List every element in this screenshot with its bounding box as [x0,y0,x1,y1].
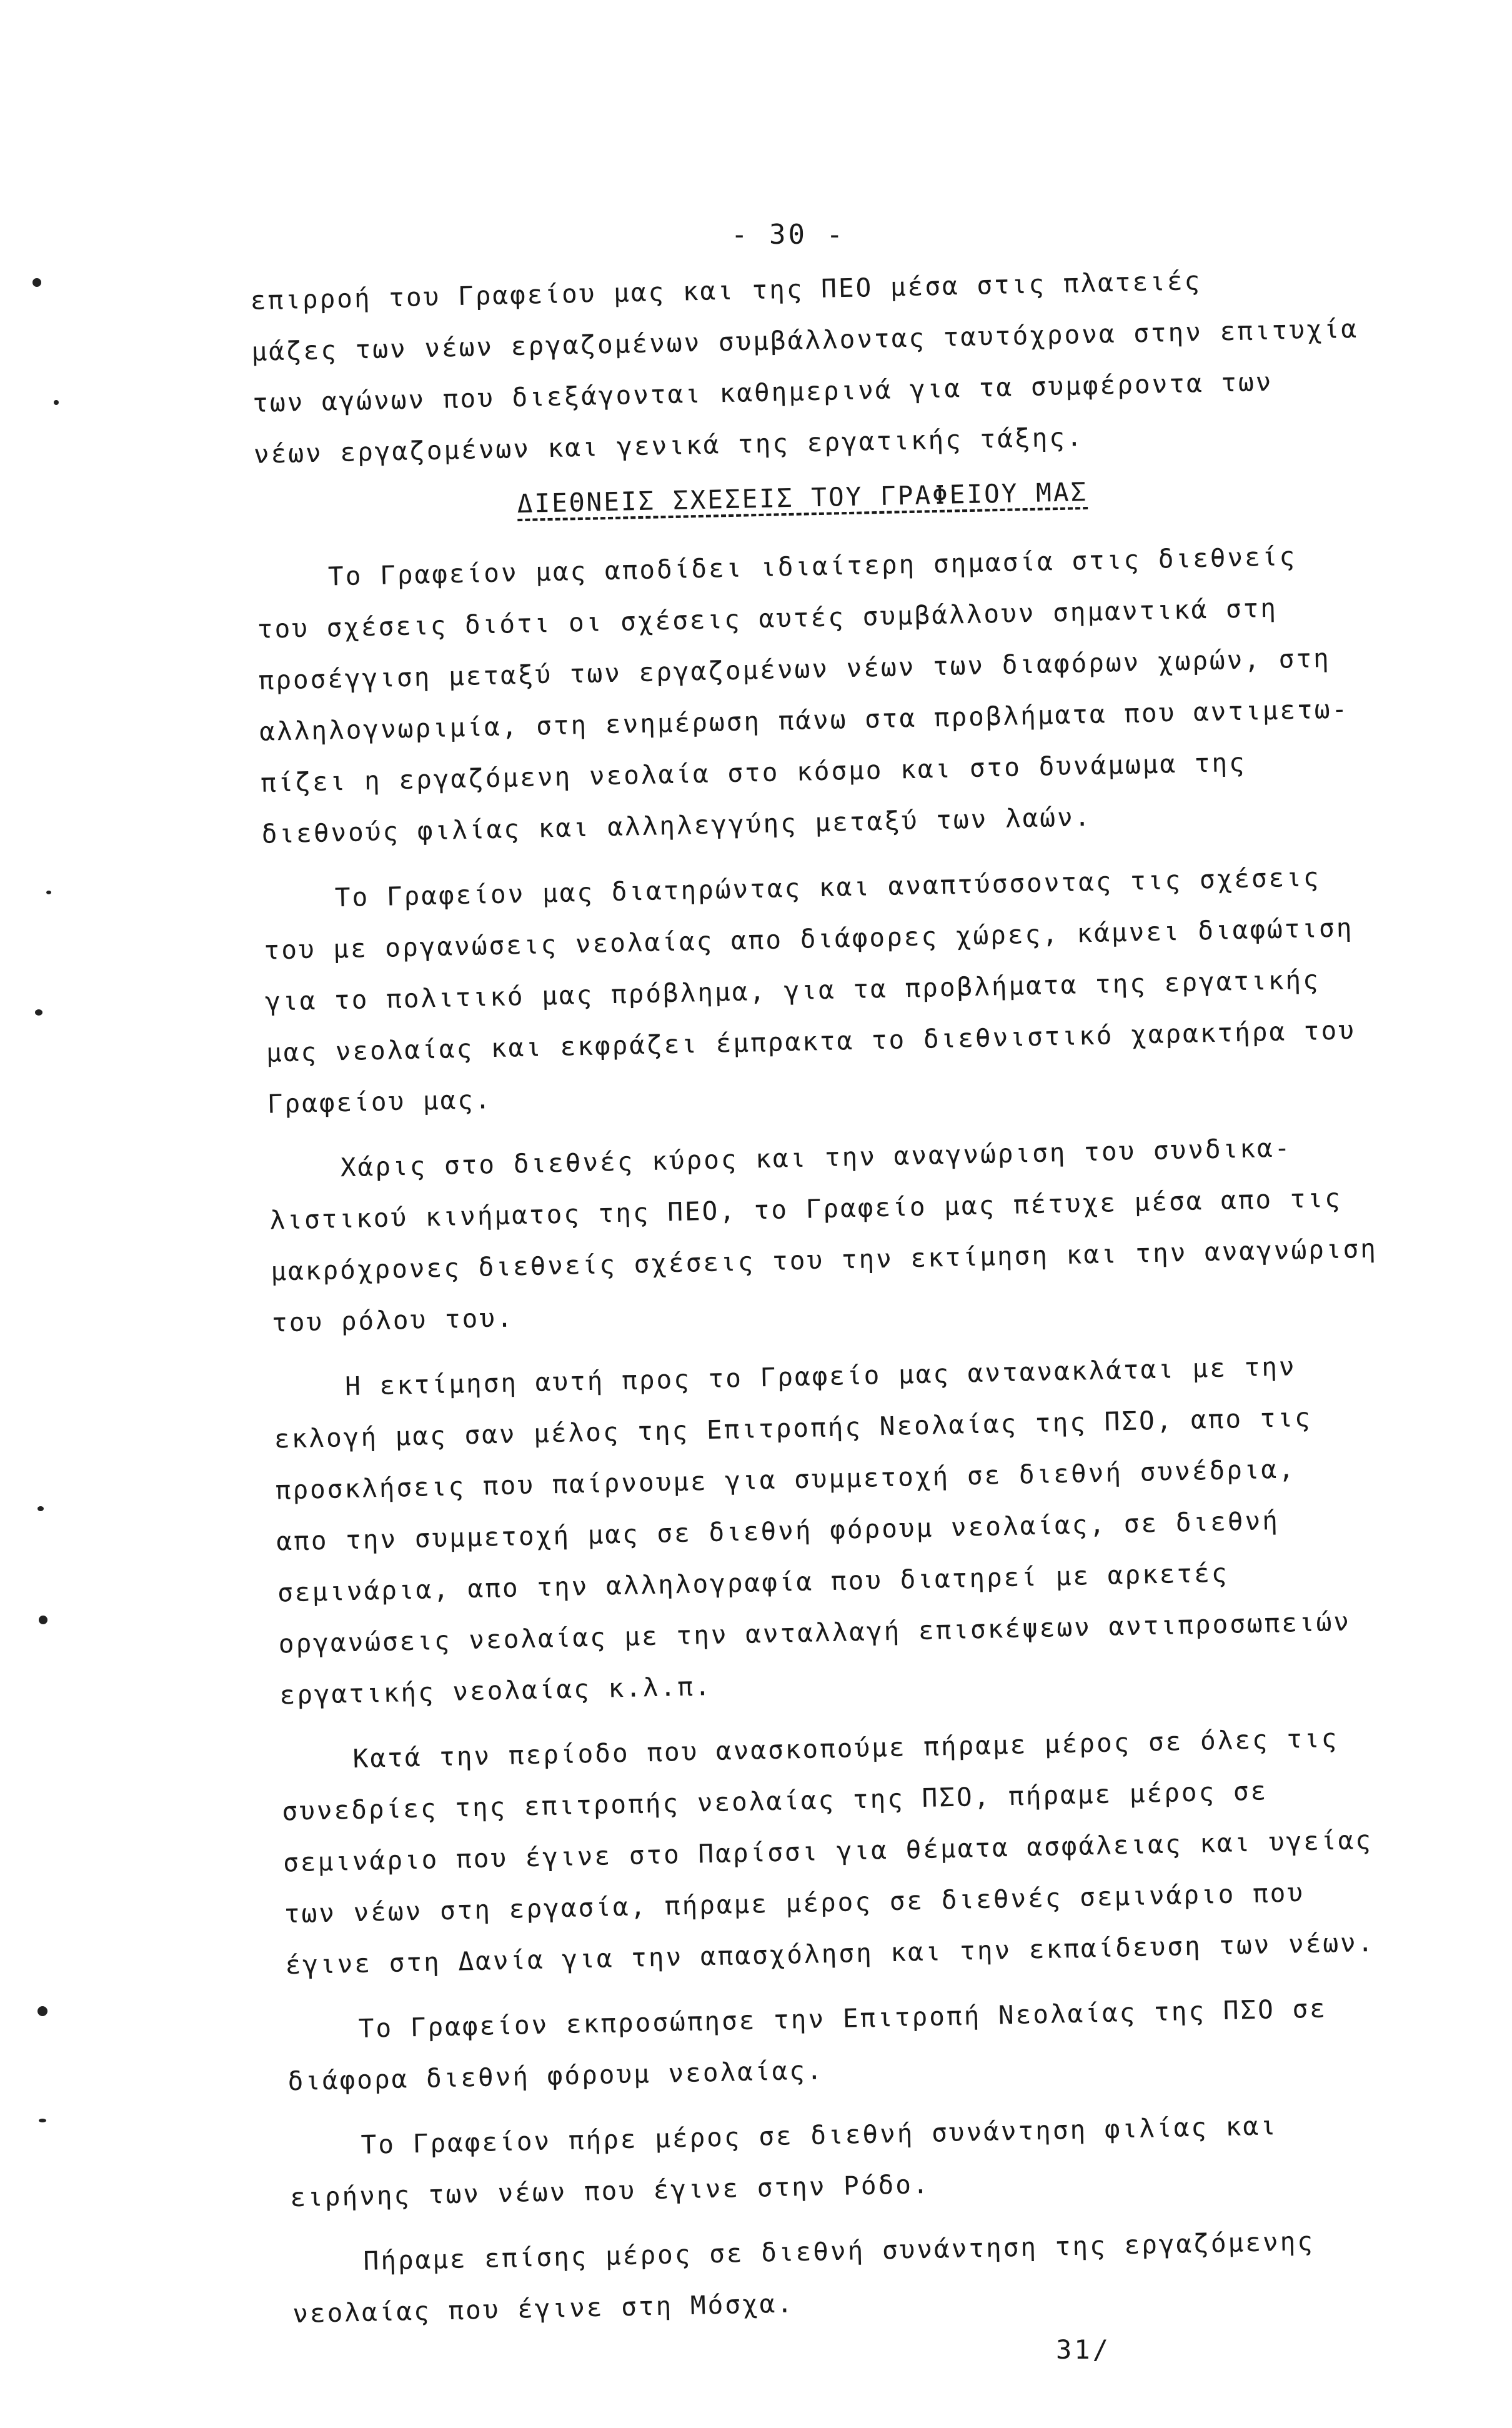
scan-speck [32,278,41,287]
text-line: προσέγγιση μεταξύ των εργαζομένων νέων των διαφόρων χωρών, στη [258,642,1331,696]
text-line: των νέων στη εργασία, πήραμε μέρος σε διεθνές σεμινάριο που [284,1877,1305,1929]
scan-speck [35,1009,42,1016]
text-line: διεθνούς φιλίας και αλληλεγγύης μεταξύ των λαών. [261,801,1092,849]
text-line: εκλογή μας σαν μέλος της Επιτροπής Νεολαίας της ΠΣΟ, απο τις [274,1402,1313,1454]
text-line: Το Γραφείον πήρε μέρος σε διεθνή συνάντηση φιλίας και [361,2111,1278,2160]
text-line: λιστικού κινήματος της ΠΕΟ, το Γραφείο μας πέτυχε μέσα απο τις [269,1182,1343,1236]
text-line: Το Γραφείον μας διατηρώντας και αναπτύσσοντας τις σχέσεις [334,862,1321,913]
scan-speck [39,2119,46,2122]
text-line: απο την συμμετοχή μας σε διεθνή φόρουμ νεολαίας, σε διεθνή [276,1505,1280,1557]
text-line: του με οργανώσεις νεολαίας απο διάφορες χώρες, κάμνει διαφώτιση [264,912,1354,966]
page-number: - 30 - [731,219,845,251]
text-line: πίζει η εργαζόμενη νεολαία στο κόσμο και στο δυνάμωμα της [260,747,1247,798]
text-line: οργανώσεις νεολαίας με την ανταλλαγή επισκέψεων αντιπροσωπειών [278,1606,1351,1659]
scan-speck [37,2006,47,2016]
text-line: Κατά την περίοδο που ανασκοπούμε πήραμε μέρος σε όλες τις [352,1723,1339,1774]
scan-speck [39,1616,47,1624]
text-line: συνεδρίες της επιτροπής νεολαίας της ΠΣΟ, πήραμε μέρος σε [281,1776,1268,1827]
text-line: των αγώνων που διεξάγονται καθημερινά για τα συμφέροντα των [252,366,1273,418]
document-body [250,249,1512,2339]
text-line: έγινε στη Δανία για την απασχόληση και την εκπαίδευση των νέων. [285,1927,1375,1981]
text-line: σεμινάρια, απο την αλληλογραφία που διατηρεί με αρκετές [277,1557,1229,1608]
text-line: σεμινάριο που έγινε στο Παρίσσι για θέματα ασφάλειας και υγείας [282,1824,1373,1878]
text-line: προσκλήσεις που παίρνουμε για συμμετοχή σε διεθνή συνέδρια, [275,1454,1296,1506]
text-line: Το Γραφείον εκπροσώπησε την Επιτροπή Νεολαίας της ΠΣΟ σε [358,1993,1328,2044]
text-line: Το Γραφείον μας αποδίδει ιδιαίτερη σημασία στις διεθνείς [327,541,1297,592]
text-line: διάφορα διεθνή φόρουμ νεολαίας. [287,2055,825,2097]
text-line: Χάρις στο διεθνές κύρος και την αναγνώριση του συνδικα- [340,1132,1292,1183]
scan-speck [46,891,51,894]
text-line: επιρροή του Γραφείου μας και της ΠΕΟ μέσα στις πλατειές [250,266,1202,316]
text-line: μάζες των νέων εργαζομένων συμβάλλοντας ταυτόχρονα στην επιτυχία [251,313,1359,367]
continuation-page-marker: 31/ [1056,2334,1111,2365]
text-line: νέων εργαζομένων και γενικά της εργατικής τάξης. [253,422,1085,469]
text-line: εργατικής νεολαίας κ.λ.π. [279,1671,713,1711]
text-line: Η εκτίμηση αυτή προς το Γραφείο μας αντανακλάται με την [344,1351,1297,1402]
text-line: μας νεολαίας και εκφράζει έμπρακτα το διεθνιστικό χαρακτήρα του [266,1015,1356,1068]
text-line: Πήραμε επίσης μέρος σε διεθνή συνάντηση της εργαζόμενης [363,2226,1315,2276]
scan-speck [37,1506,44,1511]
text-line: Γραφείου μας. [267,1084,493,1119]
text-line: αλληλογνωριμία, στη ενημέρωση πάνω στα προβλήματα που αντιμετω- [259,694,1350,747]
text-line: για το πολιτικό μας πρόβλημα, για τα προβλήματα της εργατικής [264,964,1321,1017]
scan-speck [54,400,59,405]
text-line: ειρήνης των νέων που έγινε στην Ρόδο. [289,2169,931,2213]
section-heading: ΔΙΕΘΝΕΙΣ ΣΧΕΣΕΙΣ ΤΟΥ ΓΡΑΦΕΙΟΥ ΜΑΣ [517,476,1088,519]
text-line: του ρόλου του. [271,1302,515,1338]
text-line: μακρόχρονες διεθνείς σχέσεις του την εκτίμηση και την αναγνώριση [270,1233,1378,1287]
text-line: του σχέσεις διότι οι σχέσεις αυτές συμβάλλουν σημαντικά στη [257,592,1278,644]
text-line: νεολαίας που έγινε στη Μόσχα. [292,2288,795,2329]
